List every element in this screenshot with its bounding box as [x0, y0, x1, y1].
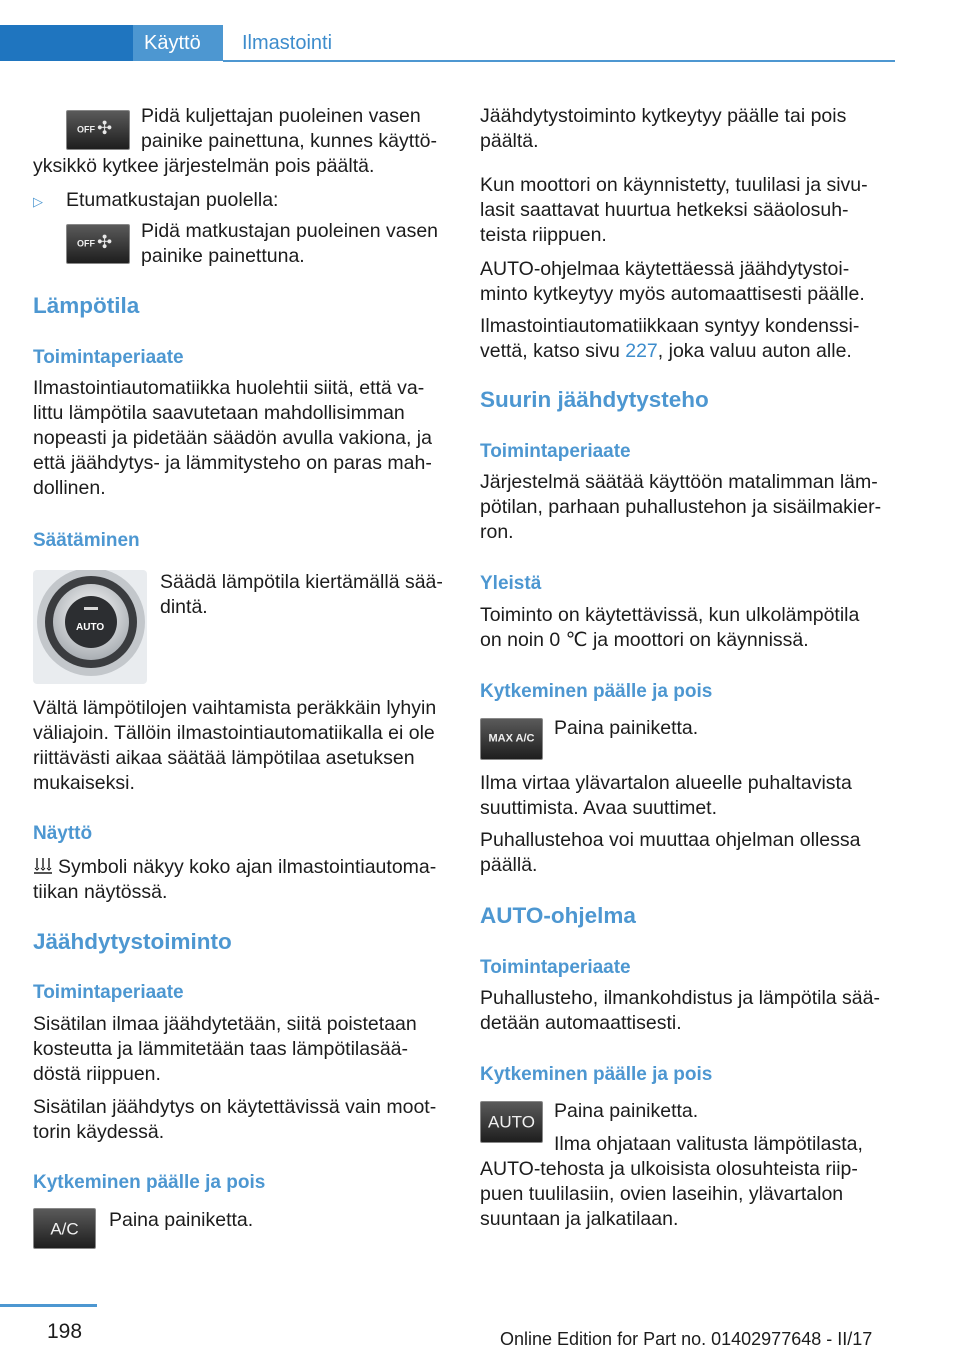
cooling-symbol-icon [33, 857, 53, 875]
heading-auto-program: AUTO-ohjelma [480, 903, 636, 928]
text-line: puen tuulilasiin, ovien laseihin, ylävartalon [480, 1183, 844, 1205]
heading-general: Yleistä [480, 573, 542, 594]
max-ac-label: MAX A/C [488, 732, 535, 745]
text-line: että jäähdytys- ja lämmitysteho on paras mah- [33, 452, 432, 474]
auto-label: AUTO [488, 1112, 535, 1132]
knob-auto-label: AUTO [76, 622, 105, 633]
paragraph-auto-program [480, 257, 895, 307]
display-text-part: Symboli näkyy koko ajan ilmastointiautoma- [58, 856, 437, 878]
text-line: dollinen. [33, 477, 106, 499]
heading-cooling: Jäähdytystoiminto [33, 929, 232, 954]
text-line: dintä. [160, 596, 208, 618]
footer-rule [0, 1304, 97, 1307]
paragraph-auto [480, 986, 895, 1036]
heading-display: Näyttö [33, 823, 93, 844]
page-link-227[interactable]: 227 [625, 340, 658, 362]
paragraph-max-cooling [480, 470, 895, 545]
paragraph-cooling-engine [33, 1095, 447, 1145]
text-line: Puhallustehoa voi muuttaa ohjelman ollessa [480, 829, 861, 851]
heading-adjust: Säätäminen [33, 530, 140, 551]
heading-onoff: Kytkeminen päälle ja pois [33, 1172, 266, 1193]
heading-temperature: Lämpötila [33, 293, 140, 318]
text-line: nopeasti ja pidetään säädön avulla vakiona, ja [33, 427, 432, 449]
text-line: AUTO-ohjelmaa käytettäessä jäähdytystoi- [480, 258, 850, 280]
text-line: littu lämpötila saavutetaan mahdollisimman [33, 402, 405, 424]
text-line: Ilmastointiautomatiikkaan syntyy kondenssi- [480, 315, 860, 337]
heading-principle: Toimintaperiaate [480, 957, 631, 978]
text-line: lasit saattavat huurtua hetkeksi sääolosuh- [480, 199, 849, 221]
paragraph-condensation [480, 314, 895, 364]
text-line: suuntaan ja jalkatilaan. [480, 1208, 679, 1230]
bullet-text: Etumatkustajan puolella: [66, 189, 279, 211]
text-line: mukaiseksi. [33, 772, 135, 794]
bullet-marker-icon: ▷ [33, 194, 43, 209]
text-line: yksikkö kytkee järjestelmän pois päältä. [33, 155, 375, 177]
text-line: Sisätilan jäähdytys on käytettävissä vain moot- [33, 1096, 437, 1118]
text-line: päällä. [480, 854, 538, 876]
fan-icon: ✣ [97, 232, 113, 252]
text-line: Jäähdytystoiminto kytkeytyy päälle tai pois [480, 105, 847, 127]
heading-principle: Toimintaperiaate [33, 982, 184, 1003]
text-line: Kun moottori on käynnistetty, tuulilasi ja sivu- [480, 174, 868, 196]
page-number: 198 [47, 1320, 83, 1343]
heading-onoff: Kytkeminen päälle ja pois [480, 681, 713, 702]
paragraph-auto-airflow [480, 1157, 895, 1232]
text-line [33, 855, 447, 880]
text-line: väliajoin. Tällöin ilmastointiautomatiikalla ei ole [33, 722, 435, 744]
text-line: Paina painiketta. [554, 1100, 699, 1122]
paragraph-fan-power [480, 828, 895, 878]
adjust-text [33, 570, 447, 620]
paragraph-temperature [33, 376, 447, 501]
ac-label: A/C [50, 1219, 79, 1238]
text-line: tiikan näytössä. [33, 881, 168, 903]
text-line: Paina painiketta. [109, 1209, 254, 1231]
header-tab-active [133, 25, 223, 61]
paragraph-cooling [33, 1012, 447, 1087]
text-part: , joka valuu auton alle. [657, 340, 852, 362]
text-line: Ilma virtaa ylävartalon alueelle puhaltavista [480, 772, 852, 794]
text-line: teista riippuen. [480, 224, 607, 246]
heading-onoff: Kytkeminen päälle ja pois [480, 1064, 713, 1085]
text-line: Pidä matkustajan puoleinen vasen [141, 220, 439, 242]
text-line: painike painettuna. [141, 245, 305, 267]
off-label: OFF [77, 124, 95, 135]
text-line: döstä riippuen. [33, 1063, 161, 1085]
text-part: vettä, katso sivu [480, 340, 626, 362]
display-text [33, 855, 447, 905]
header-tab-active-label: Käyttö [144, 32, 201, 54]
paragraph-airflow [480, 771, 895, 821]
header-rule [223, 60, 895, 62]
text-line: Toiminto on käytettävissä, kun ulkolämpötila [480, 604, 860, 626]
paragraph-avoid [33, 696, 447, 796]
header-section-title: Ilmastointi [242, 32, 333, 54]
heading-max-cooling: Suurin jäähdytysteho [480, 387, 709, 412]
text-line: Vältä lämpötilojen vaihtamista peräkkäin lyhyin [33, 697, 437, 719]
bullet-item [33, 188, 447, 214]
heading-principle: Toimintaperiaate [480, 441, 631, 462]
text-line: AUTO-tehosta ja ulkoisista olosuhteista riip- [480, 1158, 858, 1180]
text-line: Pidä kuljettajan puoleinen vasen [141, 105, 421, 127]
fan-icon: ✣ [97, 118, 113, 138]
text-line: Sisätilan ilmaa jäähdytetään, siitä poistetaan [33, 1013, 417, 1035]
text-line [480, 339, 895, 364]
off-label: OFF [77, 238, 95, 249]
text-line: ron. [480, 521, 514, 543]
paragraph-cooling-toggle [480, 104, 895, 154]
driver-off-text [33, 104, 447, 154]
text-line: Ilma ohjataan valitusta lämpötilasta, [554, 1133, 863, 1155]
paragraph-fog [480, 173, 895, 248]
edition-note: Online Edition for Part no. 01402977648 - II/17 [500, 1329, 873, 1349]
text-line: on noin 0 ℃ ja moottori on käynnissä. [480, 629, 809, 651]
text-line: painike painettuna, kunnes käyttö- [141, 130, 437, 152]
text-line: suuttimista. Avaa suuttimet. [480, 797, 717, 819]
paragraph-general [480, 603, 895, 653]
text-line: Puhallusteho, ilmankohdistus ja lämpötila sää- [480, 987, 880, 1009]
text-line: detään automaattisesti. [480, 1012, 682, 1034]
text-line: Säädä lämpötila kiertämällä sää- [160, 571, 443, 593]
text-line: Ilmastointiautomatiikka huolehtii siitä, että va- [33, 377, 425, 399]
heading-principle: Toimintaperiaate [33, 347, 184, 368]
text-line: Järjestelmä säätää käyttöön matalimman läm- [480, 471, 878, 493]
text-line: torin käydessä. [33, 1121, 165, 1143]
text-line: Paina painiketta. [554, 717, 699, 739]
text-line: minto kytkeytyy myös automaattisesti päälle. [480, 283, 865, 305]
text-line: päältä. [480, 130, 539, 152]
text-line: riittävästi aikaa säätää lämpötilaa asetuksen [33, 747, 415, 769]
text-line: pötilan, parhaan puhallustehon ja sisäilmakier- [480, 496, 882, 518]
text-line: kosteutta ja lämmitetään taas lämpötilasää- [33, 1038, 409, 1060]
passenger-off-text [33, 219, 447, 269]
